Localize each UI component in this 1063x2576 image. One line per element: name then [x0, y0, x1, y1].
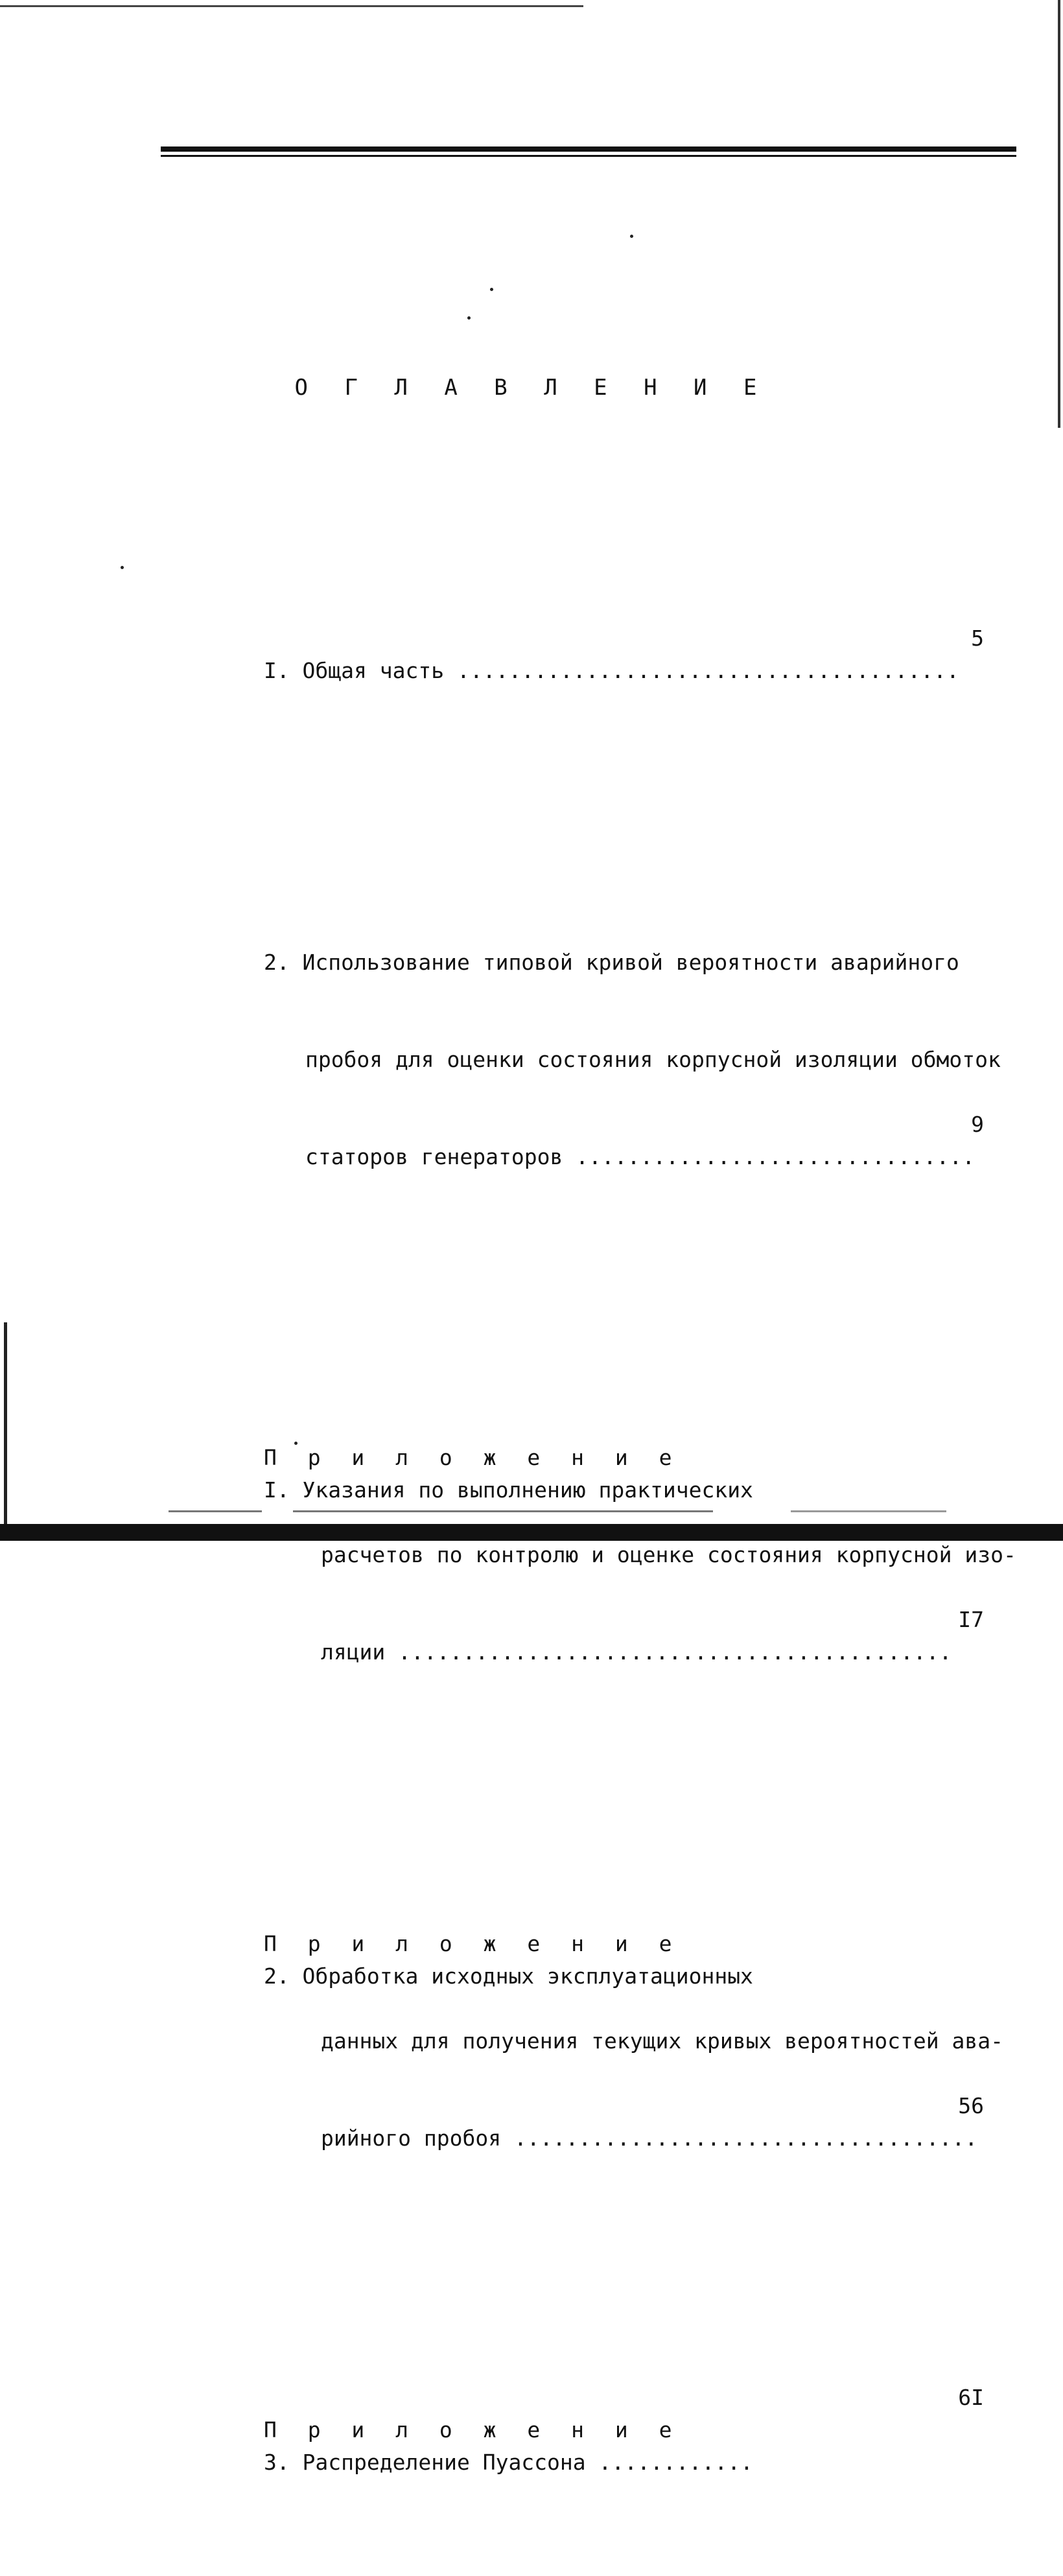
toc-entry-text: статоров генераторов ...............................: [305, 1144, 975, 1169]
header-rule-thick: [161, 146, 1016, 152]
toc-entry-appendix-3[interactable]: [161, 2317, 984, 2479]
toc-entry-appendix-2[interactable]: [161, 1831, 1003, 2187]
toc-entry-text: I. Указания по выполнению практических: [263, 1477, 753, 1503]
appendix-label: П р и л о ж е н и е: [263, 1445, 681, 1470]
toc-line: [161, 1993, 1003, 2054]
toc-title: О Г Л А В Л Е Н И Е: [294, 375, 769, 401]
toc-entry-appendix-1[interactable]: [161, 1344, 1016, 1701]
toc-entry-text: рийного пробоя ....................................: [320, 2125, 978, 2151]
toc-entry-text: 2. Использование типовой кривой вероятности аварийного: [263, 950, 959, 975]
toc-line: [161, 1895, 984, 1989]
table-of-contents: [161, 428, 1016, 2576]
header-rule-thin: [161, 155, 1016, 157]
toc-entry-text: 3. Распределение Пуассона ............: [263, 2450, 753, 2475]
toc-entry-probability-curve[interactable]: [161, 849, 1001, 1206]
scan-speck: [467, 316, 471, 320]
toc-entry-text: I. Общая часть .......................................: [263, 658, 959, 683]
toc-line: [161, 1108, 984, 1169]
scan-speck: [490, 288, 493, 291]
toc-entry-text: ляции ...........................................: [320, 1639, 952, 1665]
toc-line: [161, 1409, 984, 1503]
toc-line: [161, 2090, 984, 2151]
scan-artifact-left-edge: [4, 1322, 7, 1530]
toc-entry-text: пробоя для оценки состояния корпусной изоляции обмоток: [305, 1047, 1001, 1072]
toc-line: [161, 1011, 1001, 1072]
toc-entry-text: 2. Обработка исходных эксплуатационных: [263, 1963, 753, 1989]
toc-line: [161, 1506, 1016, 1567]
toc-page-number: 5: [971, 626, 984, 651]
toc-page-number: 6I: [958, 2385, 984, 2410]
appendix-label: П р и л о ж е н и е: [263, 1931, 681, 1956]
toc-page-number: 56: [958, 2093, 984, 2118]
scan-artifact-top-line: [0, 5, 583, 7]
toc-entry-general[interactable]: [161, 557, 984, 720]
toc-line: [161, 622, 984, 683]
toc-line: [161, 1604, 984, 1665]
toc-page-number: 9: [971, 1112, 984, 1137]
toc-line: [161, 2382, 984, 2475]
toc-line: [161, 914, 984, 975]
header-double-rule: [161, 146, 1016, 157]
appendix-label: П р и л о ж е н и е: [263, 2417, 681, 2442]
toc-page-number: I7: [958, 1607, 984, 1632]
scan-speck: [121, 566, 124, 569]
scan-artifact-right-edge: [1058, 0, 1060, 428]
toc-entry-text: данных для получения текущих кривых вероятностей ава-: [320, 2028, 1003, 2054]
scan-speck: [630, 235, 633, 238]
toc-entry-text: расчетов по контролю и оценке состояния корпусной изо-: [320, 1542, 1016, 1567]
